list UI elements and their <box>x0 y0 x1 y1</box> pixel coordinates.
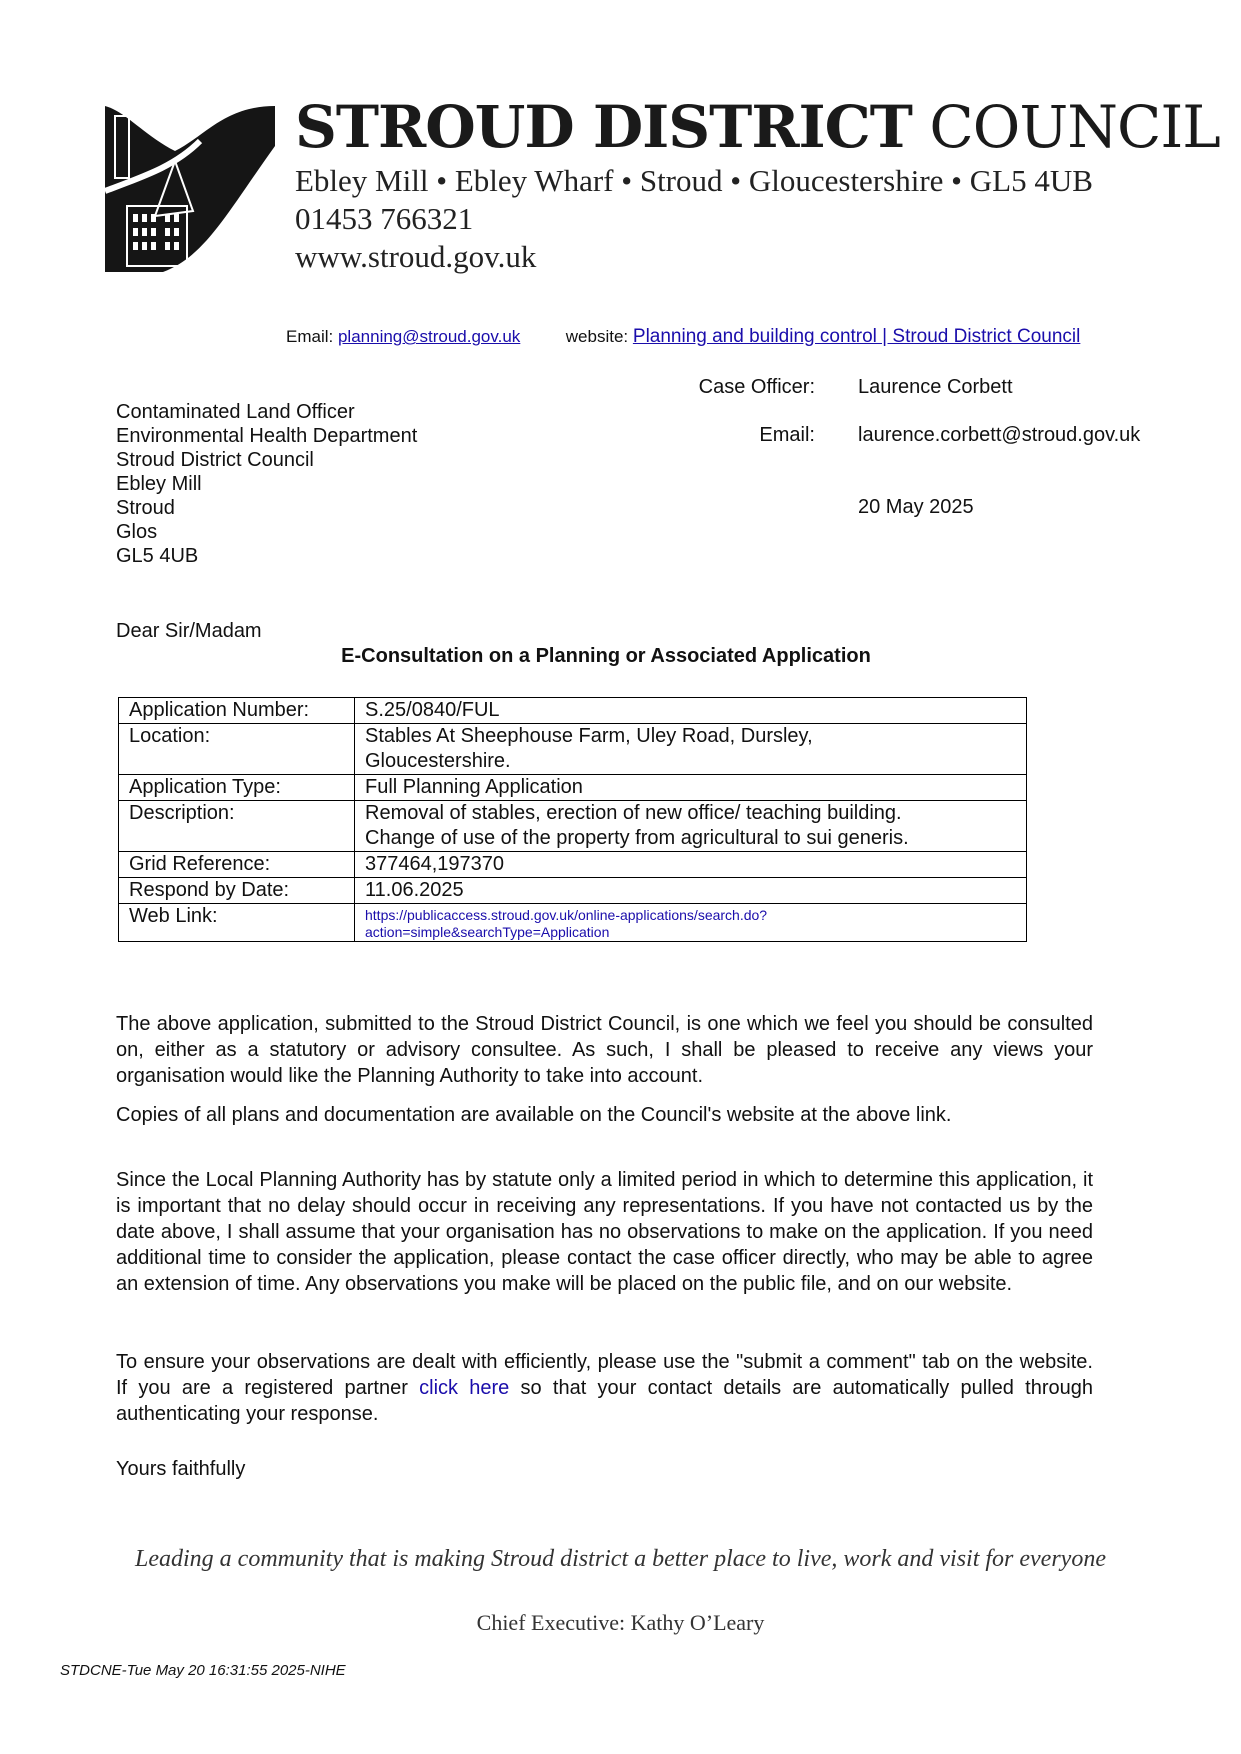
planning-email-link[interactable]: planning@stroud.gov.uk <box>337 327 521 346</box>
application-details-table <box>118 697 1027 942</box>
council-address: Ebley Mill • Ebley Wharf • Stroud • Gloucestershire • GL5 4UB <box>295 163 1093 198</box>
paragraph-consultation: The above application, submitted to the Stroud District Council, is one which we feel you should be consulted on, either as a statutory or advisory consultee. As such, I shall be pleased to receive any views your organisation would like the Planning Authority to take into account. <box>116 1013 1093 1087</box>
paragraph-timing: Since the Local Planning Authority has by statute only a limited period in which to determine this application, it is important that no delay should occur in receiving any representations. If you have not contacted us by the date above, I shall assume that your organisation has no observations to make on the application. If you need additional time to consider the application, please contact the case officer directly, who may be able to agree an extension of time. Any observations you make will be placed on the public file, and on our website. <box>116 1169 1093 1295</box>
address-line: GL5 4UB <box>116 545 199 567</box>
case-officer-label: Case Officer: <box>698 376 815 398</box>
paragraph-submit-comment: To ensure your observations are dealt with efficiently, please use the "submit a comment" tab on the website. If you are a registered partner click here so that your contact details are automatically pulled through authenticating your response. <box>116 1351 1093 1425</box>
address-line: Environmental Health Department <box>116 425 418 447</box>
document-stamp: STDCNE-Tue May 20 16:31:55 2025-NIHE <box>60 1662 346 1679</box>
address-line: Stroud <box>116 497 175 519</box>
council-phone: 01453 766321 <box>295 201 474 236</box>
address-line: Ebley Mill <box>116 473 202 495</box>
council-tagline: Leading a community that is making Stroud district a better place to live, work and visit for everyone <box>135 1546 1106 1572</box>
contact-bar <box>286 326 1080 348</box>
council-name: STROUD DISTRICT COUNCIL <box>295 93 1220 161</box>
email-label: Email: <box>286 327 334 346</box>
registered-partner-link[interactable]: click here <box>419 1377 510 1399</box>
council-website: www.stroud.gov.uk <box>295 239 537 274</box>
table-row: Web Link: https://publicaccess.stroud.gov.uk/online-applications/search.do?action=simple&searchType=Application <box>119 904 1027 942</box>
table-row: Application Number: S.25/0840/FUL <box>119 698 1027 724</box>
address-line: Glos <box>116 521 158 543</box>
table-row: Description: Removal of stables, erection of new office/ teaching building. Change of use of the property from agricultural to sui generis. <box>119 801 1027 852</box>
letterhead <box>295 92 1220 276</box>
planning-website-link[interactable]: Planning and building control | Stroud District Council <box>632 326 1081 347</box>
address-line: Contaminated Land Officer <box>116 401 355 423</box>
application-web-link[interactable]: https://publicaccess.stroud.gov.uk/online-applications/search.do?action=simple&searchType=Application <box>365 907 768 940</box>
table-row: Location: Stables At Sheephouse Farm, Uley Road, Dursley, Gloucestershire. <box>119 724 1027 775</box>
website-label: website: <box>565 327 629 346</box>
council-logo-icon <box>105 106 275 272</box>
salutation: Dear Sir/Madam <box>116 620 262 642</box>
address-line: Stroud District Council <box>116 449 314 471</box>
recipient-address <box>116 400 417 568</box>
table-row: Grid Reference: 377464,197370 <box>119 852 1027 878</box>
paragraph-documents: Copies of all plans and documentation are available on the Council's website at the above link. <box>116 1104 952 1126</box>
letter-date: 20 May 2025 <box>858 496 974 518</box>
table-row: Application Type: Full Planning Application <box>119 775 1027 801</box>
officer-email-label: Email: <box>759 424 815 446</box>
case-officer-name: Laurence Corbett <box>858 376 1013 398</box>
officer-email: laurence.corbett@stroud.gov.uk <box>858 424 1141 446</box>
chief-executive: Chief Executive: Kathy O’Leary <box>476 1610 765 1635</box>
table-row: Respond by Date: 11.06.2025 <box>119 878 1027 904</box>
letter-subject: E-Consultation on a Planning or Associated Application <box>341 645 871 667</box>
closing: Yours faithfully <box>116 1458 246 1480</box>
